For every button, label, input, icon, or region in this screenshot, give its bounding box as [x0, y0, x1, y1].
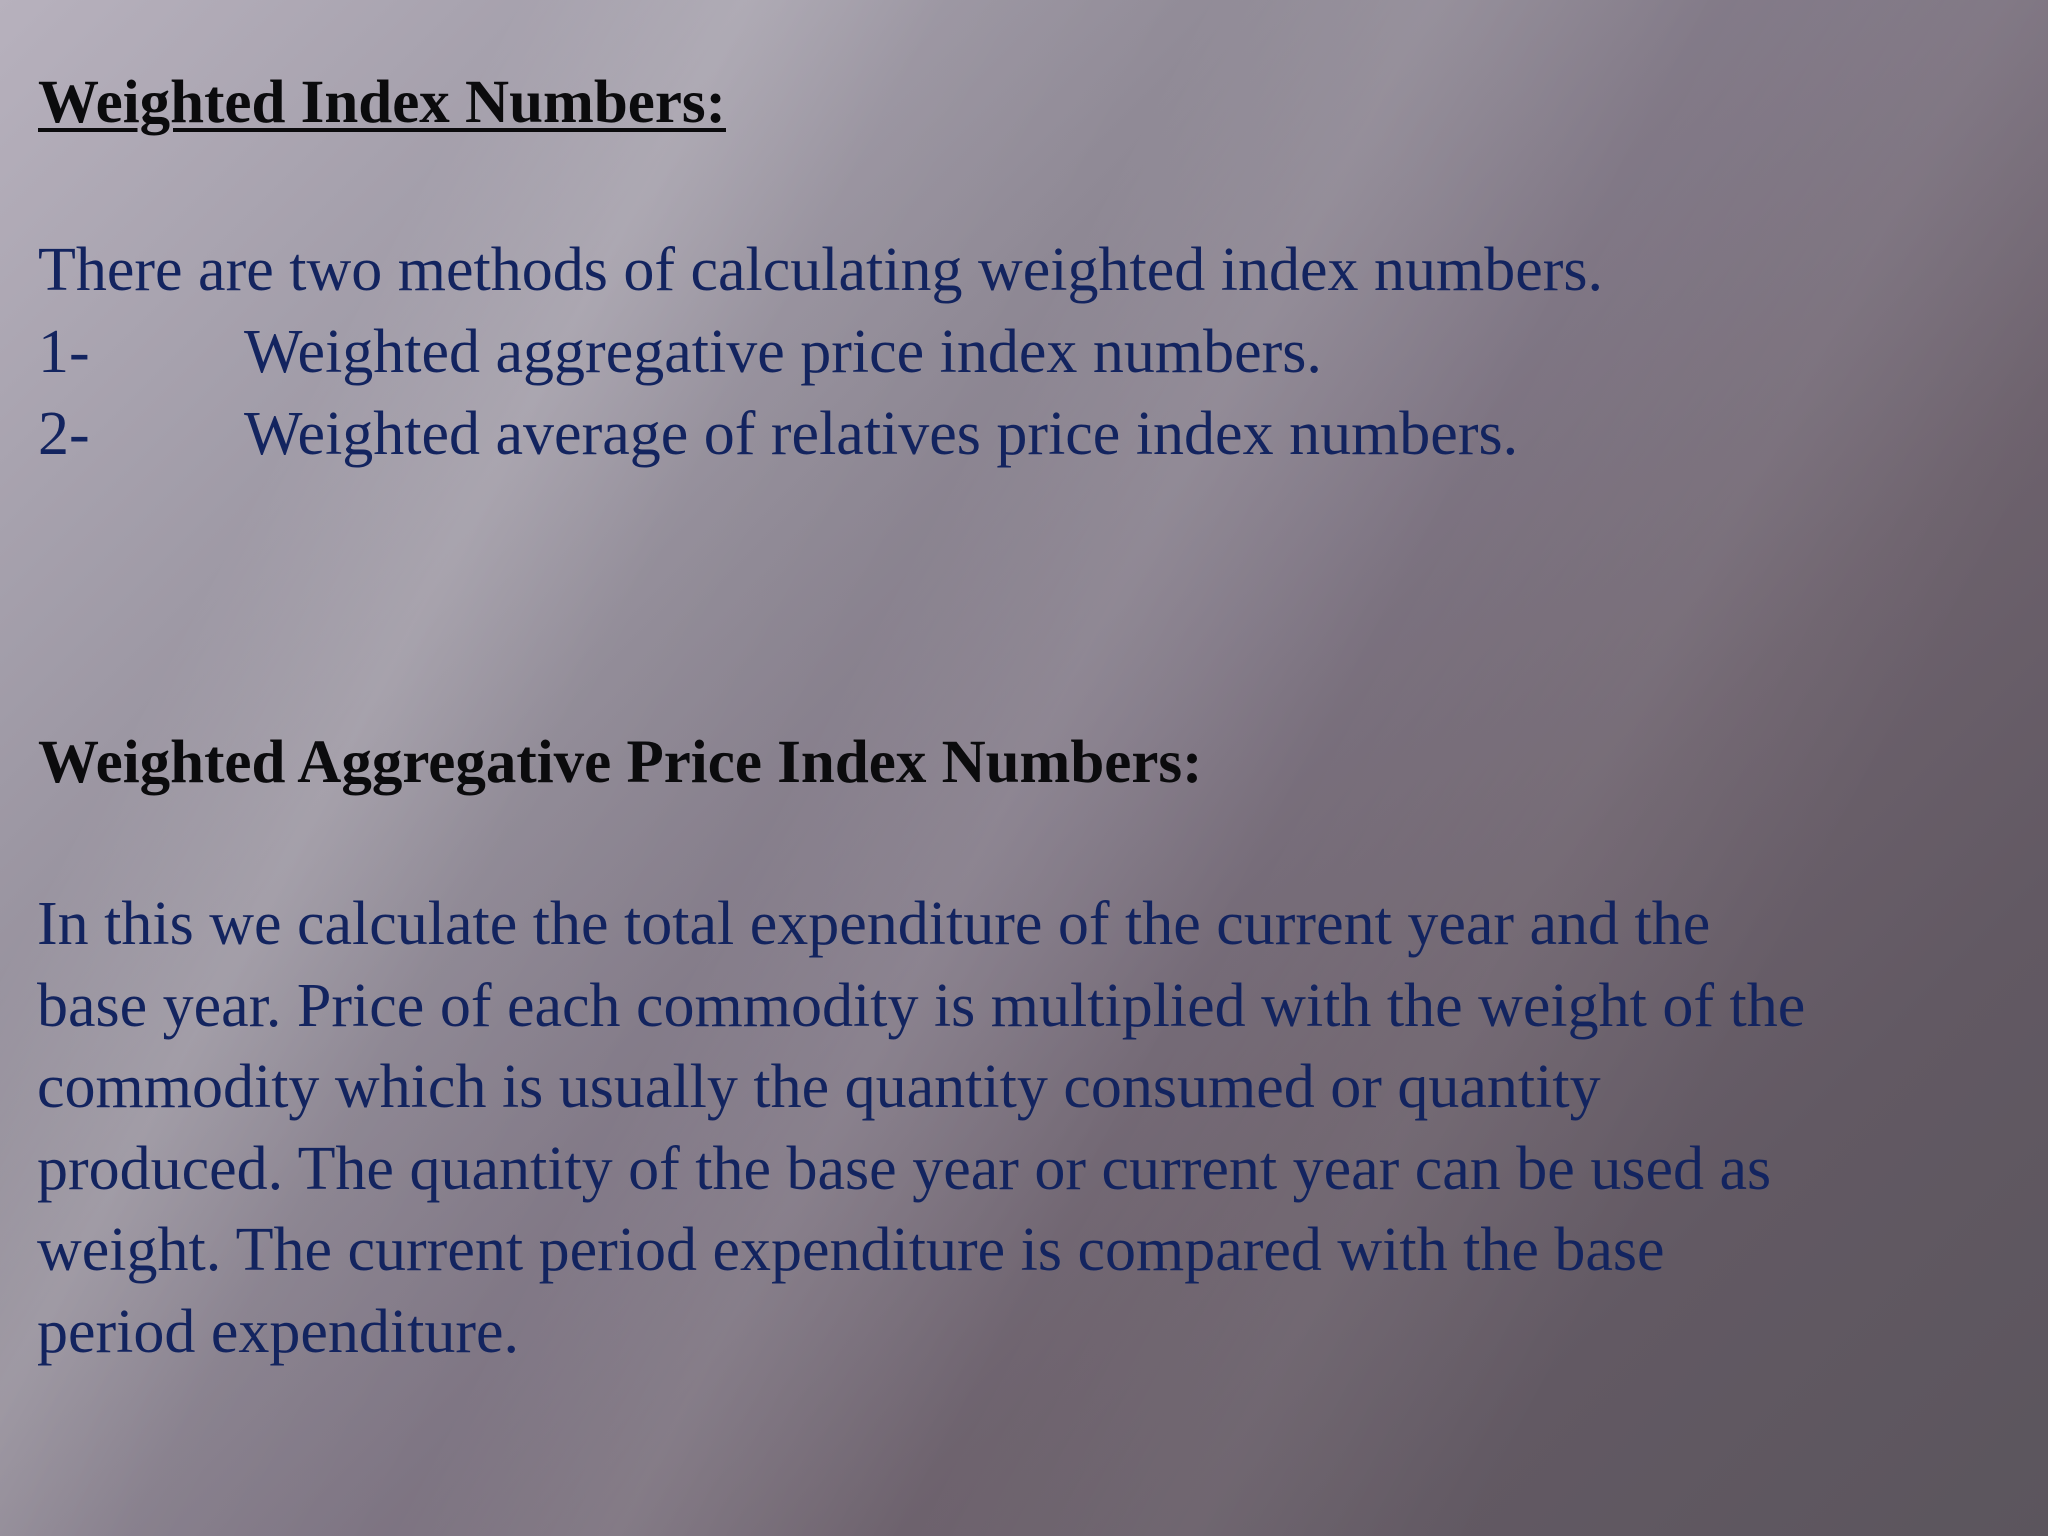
- paragraph-line: produced. The quantity of the base year or current year can be used as: [37, 1134, 1772, 1203]
- description-paragraph: [37, 884, 2027, 1373]
- paragraph-line: weight. The current period expenditure is compared with the base: [37, 1216, 1665, 1284]
- list-item: [38, 312, 1518, 394]
- paragraph-line: period expenditure.: [37, 1297, 520, 1366]
- list-item-number: 1-: [38, 318, 90, 386]
- list-item-text: Weighted aggregative price index numbers.: [244, 318, 1322, 386]
- intro-sentence: There are two methods of calculating weighted index numbers.: [38, 236, 1603, 304]
- paragraph-line: In this we calculate the total expenditure of the current year and the: [37, 890, 1711, 958]
- section-title-weighted-aggregative-price-index-numbers: Weighted Aggregative Price Index Numbers:: [38, 729, 1203, 796]
- list-item-number: 2-: [38, 399, 90, 468]
- paragraph-line: commodity which is usually the quantity consumed or quantity: [37, 1053, 1601, 1121]
- paragraph-line: base year. Price of each commodity is multiplied with the weight of the: [37, 971, 1806, 1040]
- methods-list: [38, 312, 1518, 475]
- list-item-text: Weighted average of relatives price index numbers.: [244, 399, 1519, 468]
- list-item: [38, 394, 1518, 476]
- section-title-weighted-index-numbers: Weighted Index Numbers:: [38, 69, 726, 136]
